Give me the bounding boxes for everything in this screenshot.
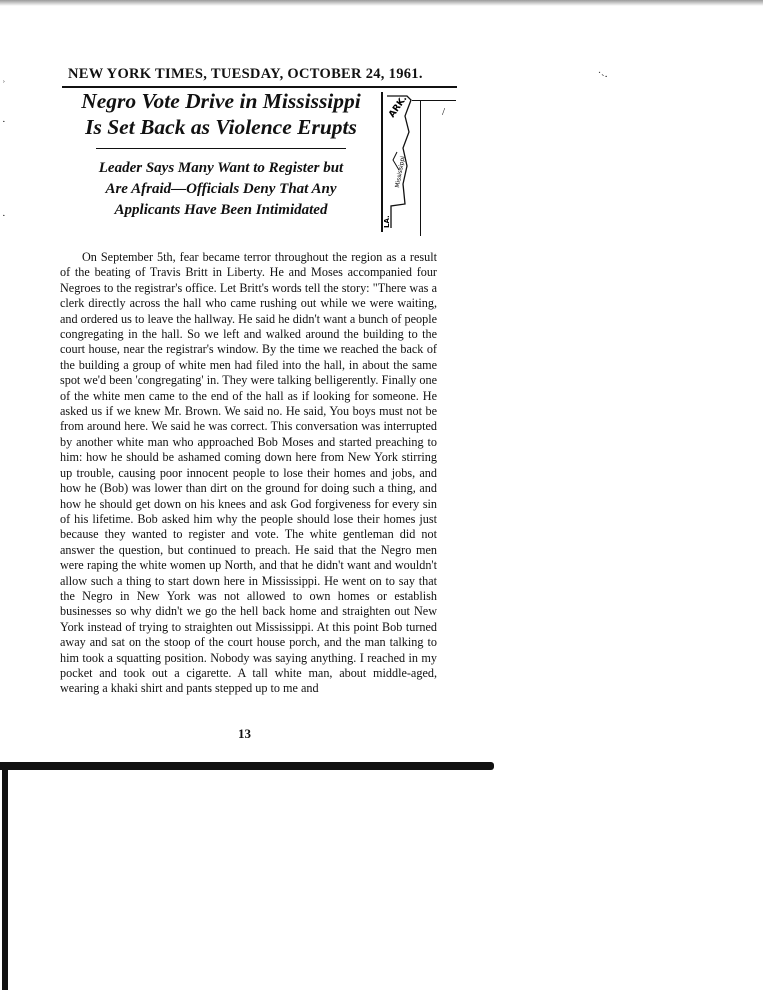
headline-rule	[96, 148, 346, 149]
map-right-rule	[420, 100, 421, 236]
dateline: NEW YORK TIMES, TUESDAY, OCTOBER 24, 1961.	[68, 66, 423, 82]
scan-top-shadow	[0, 0, 763, 6]
page-number: 13	[238, 726, 251, 741]
mississippi-map	[381, 92, 413, 232]
headline-line-2: Is Set Back as Violence Erupts	[85, 115, 357, 139]
subheadline-line-3: Applicants Have Been Intimidated	[114, 202, 328, 218]
scan-speck-left-2: ·	[2, 116, 6, 128]
map-outline	[383, 92, 423, 232]
scan-speck-left-3: ·	[2, 210, 6, 222]
subheadline-line-2: Are Afraid—Officials Deny That Any	[105, 181, 337, 197]
subheadline	[60, 158, 382, 221]
article-body	[60, 250, 437, 697]
article-paragraph: On September 5th, fear became terror throughout the region as a result of the beating of Travis Britt in Liberty. He and Moses accompanied four Negroes to the registrar's office. Let Britt's words tell the story: "There was a clerk directly across the hall who came rushing out while we were waiting, and ordered us to leave the hallway. He said he didn't want a bunch of people congregating in the hall. So we left and walked around the building to the court house, near the registrar's window. By the time we reached the back of the building a group of white men had filed into the hall, in about the same spot we'd been 'congregating' in. They were talking belligerently. Finally one of the white men came to the end of the hall as if looking for someone. He asked us if we knew Mr. Brown. We said no. He said, You boys must not be from around here. We said he was correct. This conversation was interrupted by another white man who approached Bob Moses and started preaching to him: how he should be ashamed coming down here from New York stirring up trouble, causing poor innocent people to lose their homes and jobs, and how he (Bob) was lower than dirt on the ground for doing such a thing, and how he should get down on his knees and ask God forgiveness for every sin of his lifetime. Bob asked him why the people should lose their homes just because they wanted to register and vote. The white gentleman did not answer the question, but continued to preach. He said that the Negro men were raping the white women up North, and that he didn't want and wouldn't allow such a thing to start down here in Mississippi. He went on to say that the Negro in New York was not allowed to own homes or establish businesses so why didn't we go the hell back home and straighten out New York instead of trying to straighten out Mississippi. At this point Bob turned away and sat on the stoop of the court house porch, and the man talking to him took a squatting position. Nobody was saying anything. I reached in my pocket and took out a cigarette. A tall white man, about middle-aged, wearing a khaki shirt and pants stepped up to me and	[60, 250, 437, 696]
headline	[62, 88, 380, 140]
map-top-rule	[412, 100, 456, 101]
map-label-top: ARK.	[387, 94, 410, 120]
scan-left-edge	[2, 770, 8, 990]
map-label-bottom: LA.	[383, 215, 391, 228]
headline-line-1: Negro Vote Drive in Mississippi	[81, 89, 361, 113]
scan-speck-left-1: ˒	[2, 74, 6, 86]
scan-speck-right: ˑ˴.	[598, 68, 608, 80]
scan-bottom-border	[0, 762, 494, 770]
map-label-middle: Mississippi	[394, 155, 407, 189]
subheadline-line-1: Leader Says Many Want to Register but	[98, 160, 344, 176]
map-tick-mark: /	[442, 106, 446, 118]
